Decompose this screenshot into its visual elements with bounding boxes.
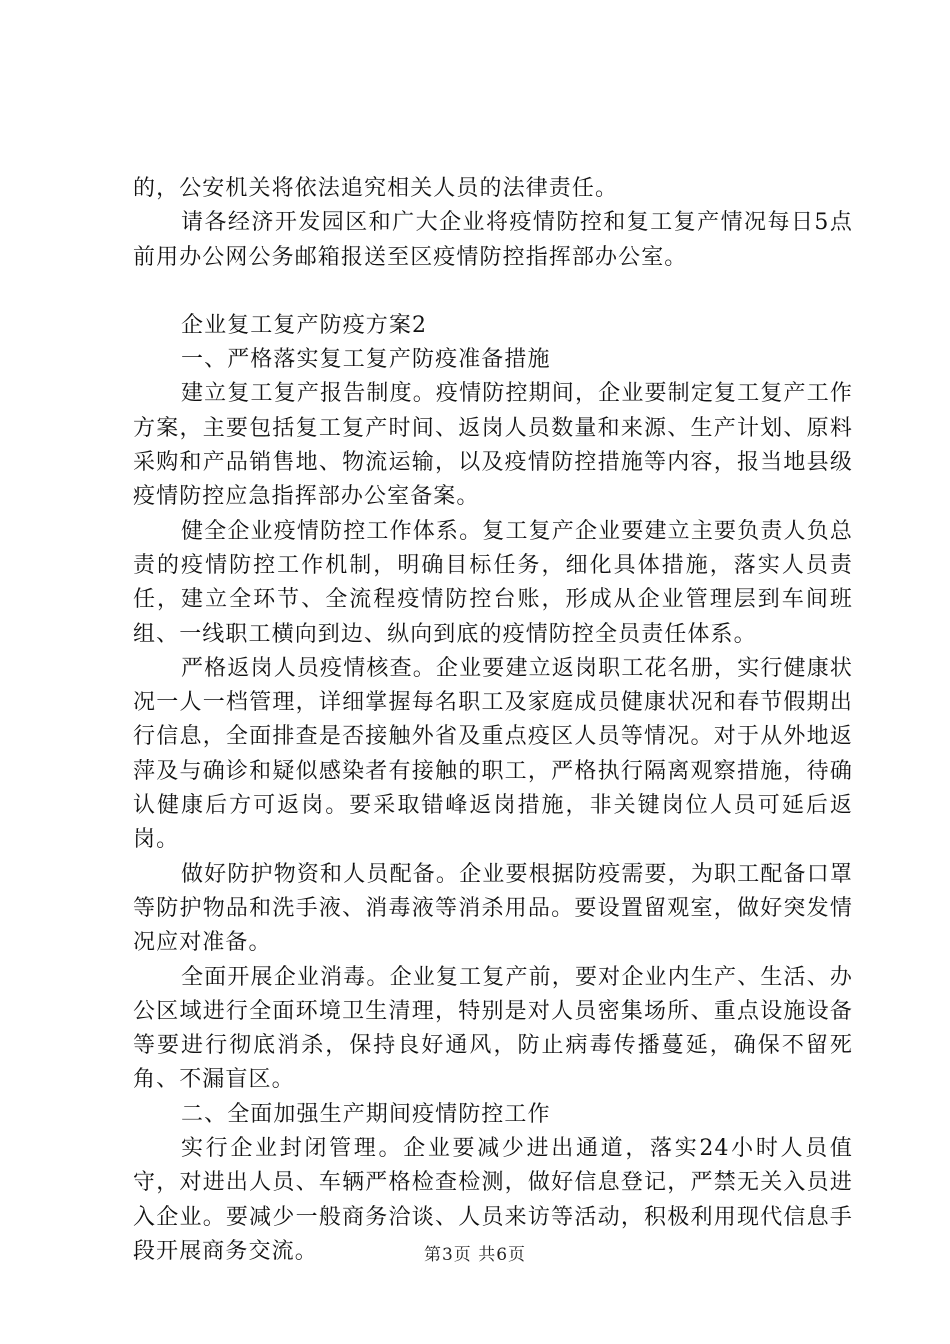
- paragraph-work-system: 健全企业疫情防控工作体系。复工复产企业要建立主要负责人负总责的疫情防控工作机制，明确目标任务，细化具体措施，落实人员责任，建立全环节、全流程疫情防控台账，形成从企业管理层到车间班组、一线职工横向到边、纵向到底的疫情防控全员责任体系。: [133, 518, 853, 647]
- paragraph-closed-management: 实行企业封闭管理。企业要减少进出通道，落实24小时人员值守，对进出人员、车辆严格检查检测，做好信息登记，严禁无关入员进入企业。要减少一般商务洽谈、人员来访等活动，积极利用现代信息手段开展商务交流。: [133, 1136, 853, 1264]
- paragraph-staff-check: 严格返岗人员疫情核查。企业要建立返岗职工花名册，实行健康状况一人一档管理，详细掌握每名职工及家庭成员健康状况和春节假期出行信息，全面排查是否接触外省及重点疫区人员等情况。对于从外地返萍及与确诊和疑似感染者有接触的职工，严格执行隔离观察措施，待确认健康后方可返岗。要采取错峰返岗措施，非关键岗位人员可延后返岗。: [133, 655, 853, 853]
- page-number-footer: 第3页 共6页: [423, 1245, 527, 1265]
- paragraph-spacer: [133, 275, 853, 309]
- section-heading-1: 一、严格落实复工复产防疫准备措施: [181, 347, 551, 373]
- paragraph-protective-supplies: 做好防护物资和人员配备。企业要根据防疫需要，为职工配备口罩等防护物品和洗手液、消毒液等消杀用品。要设置留观室，做好突发情况应对准备。: [133, 861, 853, 956]
- section-heading-2: 二、全面加强生产期间疫情防控工作: [181, 1101, 551, 1127]
- paragraph-submission-notice: 请各经济开发园区和广大企业将疫情防控和复工复产情况每日5点前用办公网公务邮箱报送至区疫情防控指挥部办公室。: [133, 210, 853, 270]
- paragraph-report-system: 建立复工复产报告制度。疫情防控期间，企业要制定复工复产工作方案，主要包括复工复产时间、返岗人员数量和来源、生产计划、原料采购和产品销售地、物流运输，以及疫情防控措施等内容，报当地县级疫情防控应急指挥部办公室备案。: [133, 381, 853, 510]
- document-body: [133, 172, 853, 1269]
- paragraph-continuation: 的，公安机关将依法追究相关人员的法律责任。: [133, 176, 619, 201]
- document-title: 企业复工复产防疫方案2: [181, 312, 428, 338]
- paragraph-disinfection: 全面开展企业消毒。企业复工复产前，要对企业内生产、生活、办公区域进行全面环境卫生清理，特别是对人员密集场所、重点设施设备等要进行彻底消杀，保持良好通风，防止病毒传播蔓延，确保不留死角、不漏盲区。: [133, 964, 853, 1093]
